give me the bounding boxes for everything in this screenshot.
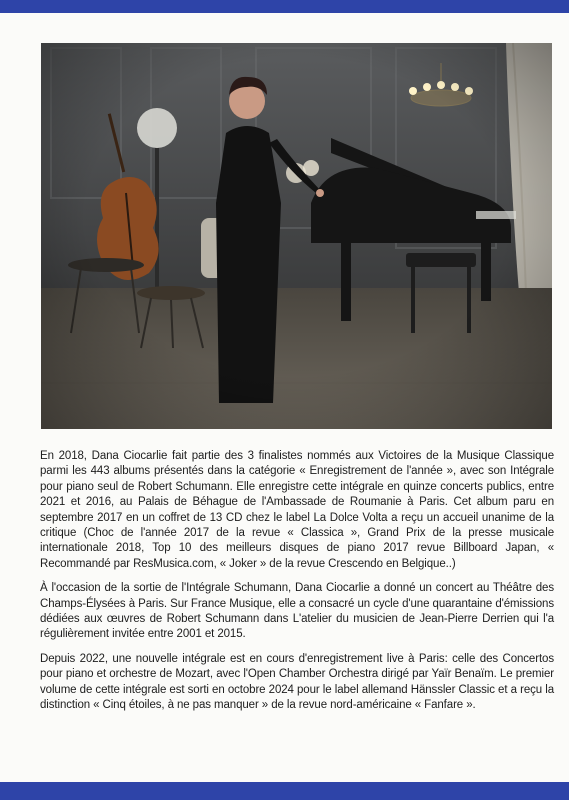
top-color-band: [0, 0, 569, 13]
paragraph-victoires: En 2018, Dana Ciocarlie fait partie des 3 finalistes nommés aux Victoires de la Musique Classique parmi les 443 albums présentés dans la catégorie « Enregistrement de l'année », avec son Intégrale pour piano seul de Robert Schumann. Elle enregistre cette intégrale en quinze concerts publics, entre 2021 et 2016, au Palais de Béhague de l'Ambassade de Roumanie à Paris. Cet album paru en septembre 2017 en un coffret de 13 CD chez le label La Dolce Volta a reçu un accueil unanime de la critique (Choc de l'année 2017 de la revue « Classica », Grand Prix de la presse musicale internationale 2018, Top 10 des meilleurs disques de piano 2017 revue Billboard Japan, « Recommandé par ResMusica.com, « Joker » de la revue Crescendo en Belgique..): [40, 450, 554, 570]
bottom-color-band: [0, 782, 569, 800]
paragraph-schumann: À l'occasion de la sortie de l'Intégrale Schumann, Dana Ciocarlie a donné un concert au Théâtre des Champs-Élysées à Paris. Sur France Musique, elle a consacré un cycle d'une quarantaine d'émissions dédiées aux œuvres de Robert Schumann dans L'atelier du musicien de Jean-Pierre Derrien qui l'a régulièrement invitée entre 2001 et 2015.: [40, 582, 554, 641]
photo-illustration: [41, 43, 552, 429]
article-body: [40, 449, 554, 723]
paragraph-mozart: Depuis 2022, une nouvelle intégrale est en cours d'enregistrement live à Paris: celle des Concertos pour piano et orchestre de Mozart, avec l'Open Chamber Orchestra dirigé par Yaïr Benaïm. Le premier volume de cette intégrale est sorti en octobre 2024 pour le label allemand Hänssler Classic et a reçu la distinction « Cinq étoiles, à ne pas manquer » de la revue nord-américaine « Fanfare ».: [40, 652, 554, 712]
pianist-in-salon-photo: [41, 43, 552, 429]
